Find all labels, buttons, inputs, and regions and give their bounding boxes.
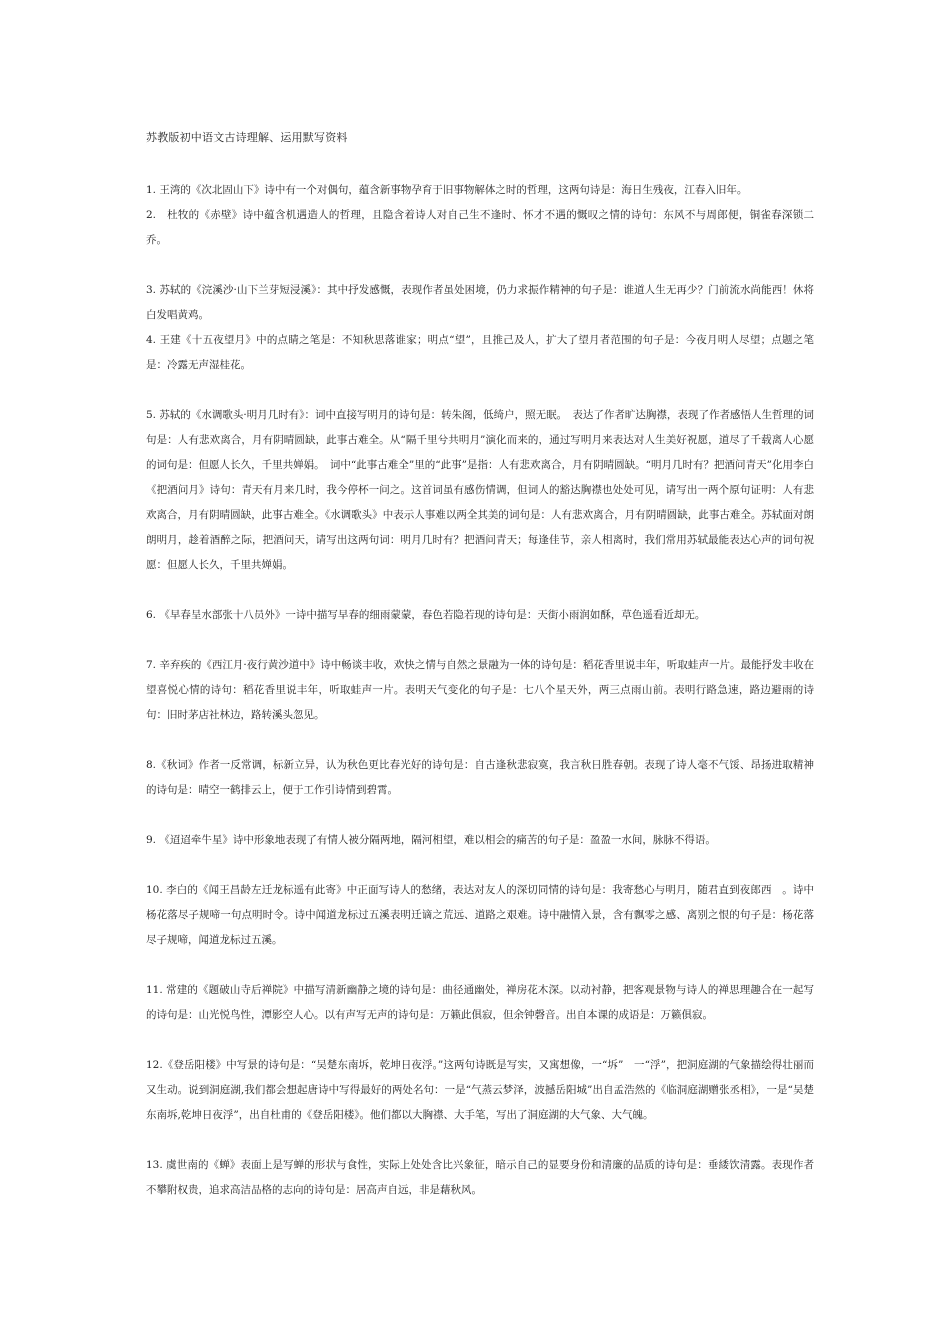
document-body	[146, 178, 814, 1203]
paragraph-gap	[146, 953, 814, 978]
paragraph-12: 12.《登岳阳楼》中写景的诗句是：“吴楚东南坼，乾坤日夜浮。”这两句诗既是写实，又寓想像，一“坼” 一“浮”，把洞庭湖的气象描绘得壮丽而又生动。说到洞庭湖,我们都会想起唐诗中写得最好的两处名句：一是“气蒸云梦泽，波撼岳阳城”出自孟浩然的《临洞庭湖赠张丞相》，一是“吴楚东南坼,乾坤日夜浮”，出自杜甫的《登岳阳楼》。他们都以大胸襟、大手笔，写出了洞庭湖的大气象、大气魄。	[146, 1059, 814, 1121]
paragraph-gap	[146, 378, 814, 403]
paragraph-5: 5. 苏轼的《水调歌头·明月几时有》：词中直接写明月的诗句是：转朱阁，低绮户，照无眠。 表达了作者旷达胸襟，表现了作者感悟人生哲理的词句是：人有悲欢离合，月有阴晴圆缺，此事古难全。从“隔千里兮共明月”演化而来的，通过写明月来表达对人生美好祝愿，道尽了千载离人心愿的词句是：但愿人长久，千里共婵娟。 词中“此事古难全”里的“此事”是指：人有悲欢离合，月有阴晴圆缺。“明月几时有？把酒问青天”化用李白《把酒问月》诗句：青天有月来几时，我今停杯一问之。这首词虽有感伤情调，但词人的豁达胸襟也处处可见，请写出一两个原句证明：人有悲欢离合，月有阴晴圆缺，此事古难全。《水调歌头》中表示人事难以两全其美的词句是：人有悲欢离合，月有阴晴圆缺，此事古难全。苏轼面对朗朗明月，趁着酒醉之际，把酒问天，请写出这两句词：明月几时有？把酒问青天；每逢佳节，亲人相离时，我们常用苏轼最能表达心声的词句祝愿：但愿人长久，千里共婵娟。	[146, 409, 814, 571]
paragraph-10: 10. 李白的《闻王昌龄左迁龙标遥有此寄》中正面写诗人的愁绪，表达对友人的深切同情的诗句是：我寄愁心与明月，随君直到夜郎西 。诗中杨花落尽子规啼一句点明时令。诗中闻道龙标过五溪表明迁谪之荒远、道路之艰难。诗中融情入景，含有飘零之感、离别之恨的句子是：杨花落尽子规啼，闻道龙标过五溪。	[146, 884, 814, 946]
paragraph-gap	[146, 1128, 814, 1153]
paragraph-gap	[146, 253, 814, 278]
paragraph-13: 13. 虞世南的《蝉》表面上是写蝉的形状与食性，实际上处处含比兴象征，暗示自己的显要身份和清廉的品质的诗句是：垂緌饮清露。表现作者不攀附权贵，追求高洁品格的志向的诗句是：居高声自远，非是藉秋风。	[146, 1159, 814, 1196]
document-title: 苏教版初中语文古诗理解、运用默写资料	[146, 131, 348, 144]
paragraph-6: 6. 《早春呈水部张十八员外》一诗中描写早春的细雨蒙蒙，春色若隐若现的诗句是：天街小雨润如酥，草色遥看近却无。	[146, 609, 706, 621]
paragraph-gap	[146, 853, 814, 878]
paragraph-gap	[146, 628, 814, 653]
paragraph-11: 11. 常建的《题破山寺后禅院》中描写清新幽静之境的诗句是：曲径通幽处，禅房花木深。以动衬静，把客观景物与诗人的禅思理趣合在一起写的诗句是：山光悦鸟性，潭影空人心。以有声写无声的诗句是：万籁此俱寂，但余钟磬音。出自本课的成语是：万籁俱寂。	[146, 984, 814, 1021]
paragraph-gap	[146, 578, 814, 603]
paragraph-7: 7. 辛弃疾的《西江月·夜行黄沙道中》诗中畅谈丰收，欢快之情与自然之景融为一体的诗句是：稻花香里说丰年，听取蛙声一片。最能抒发丰收在望喜悦心情的诗句：稻花香里说丰年，听取蛙声一片。表明天气变化的句子是：七八个星天外，两三点雨山前。表明行路急速，路边避雨的诗句：旧时茅店社林边，路转溪头忽见。	[146, 659, 814, 721]
paragraph-8: 8.《秋词》作者一反常调，标新立异，认为秋色更比春光好的诗句是：自古逢秋悲寂寞，我言秋日胜春朝。表现了诗人毫不气馁、昂扬进取精神的诗句是：晴空一鹤排云上，便于工作引诗情到碧霄。	[146, 759, 814, 796]
paragraph-9: 9. 《迢迢牵牛星》诗中形象地表现了有情人被分隔两地，隔河相望，难以相会的痛苦的句子是：盈盈一水间，脉脉不得语。	[146, 834, 716, 846]
paragraph-gap	[146, 728, 814, 753]
paragraph-3: 3. 苏轼的《浣溪沙·山下兰芽短浸溪》：其中抒发感慨，表现作者虽处困境，仍力求振作精神的句子是：谁道人生无再少？门前流水尚能西！休将白发唱黄鸡。	[146, 284, 814, 321]
paragraph-gap	[146, 803, 814, 828]
paragraph-4: 4. 王建《十五夜望月》中的点睛之笔是：不知秋思落谁家；明点“望”，且推己及人，扩大了望月者范围的句子是：今夜月明人尽望；点题之笔是：冷露无声湿桂花。	[146, 334, 814, 371]
paragraph-1: 1. 王湾的《次北固山下》诗中有一个对偶句，蕴含新事物孕育于旧事物解体之时的哲理，这两句诗是：海日生残夜，江春入旧年。	[146, 184, 748, 196]
paragraph-gap	[146, 1028, 814, 1053]
paragraph-2: 2. 杜牧的《赤壁》诗中蕴含机遇造人的哲理，且隐含着诗人对自己生不逢时、怀才不遇的慨叹之情的诗句：东风不与周郎便，铜雀春深锁二乔。	[146, 209, 814, 246]
